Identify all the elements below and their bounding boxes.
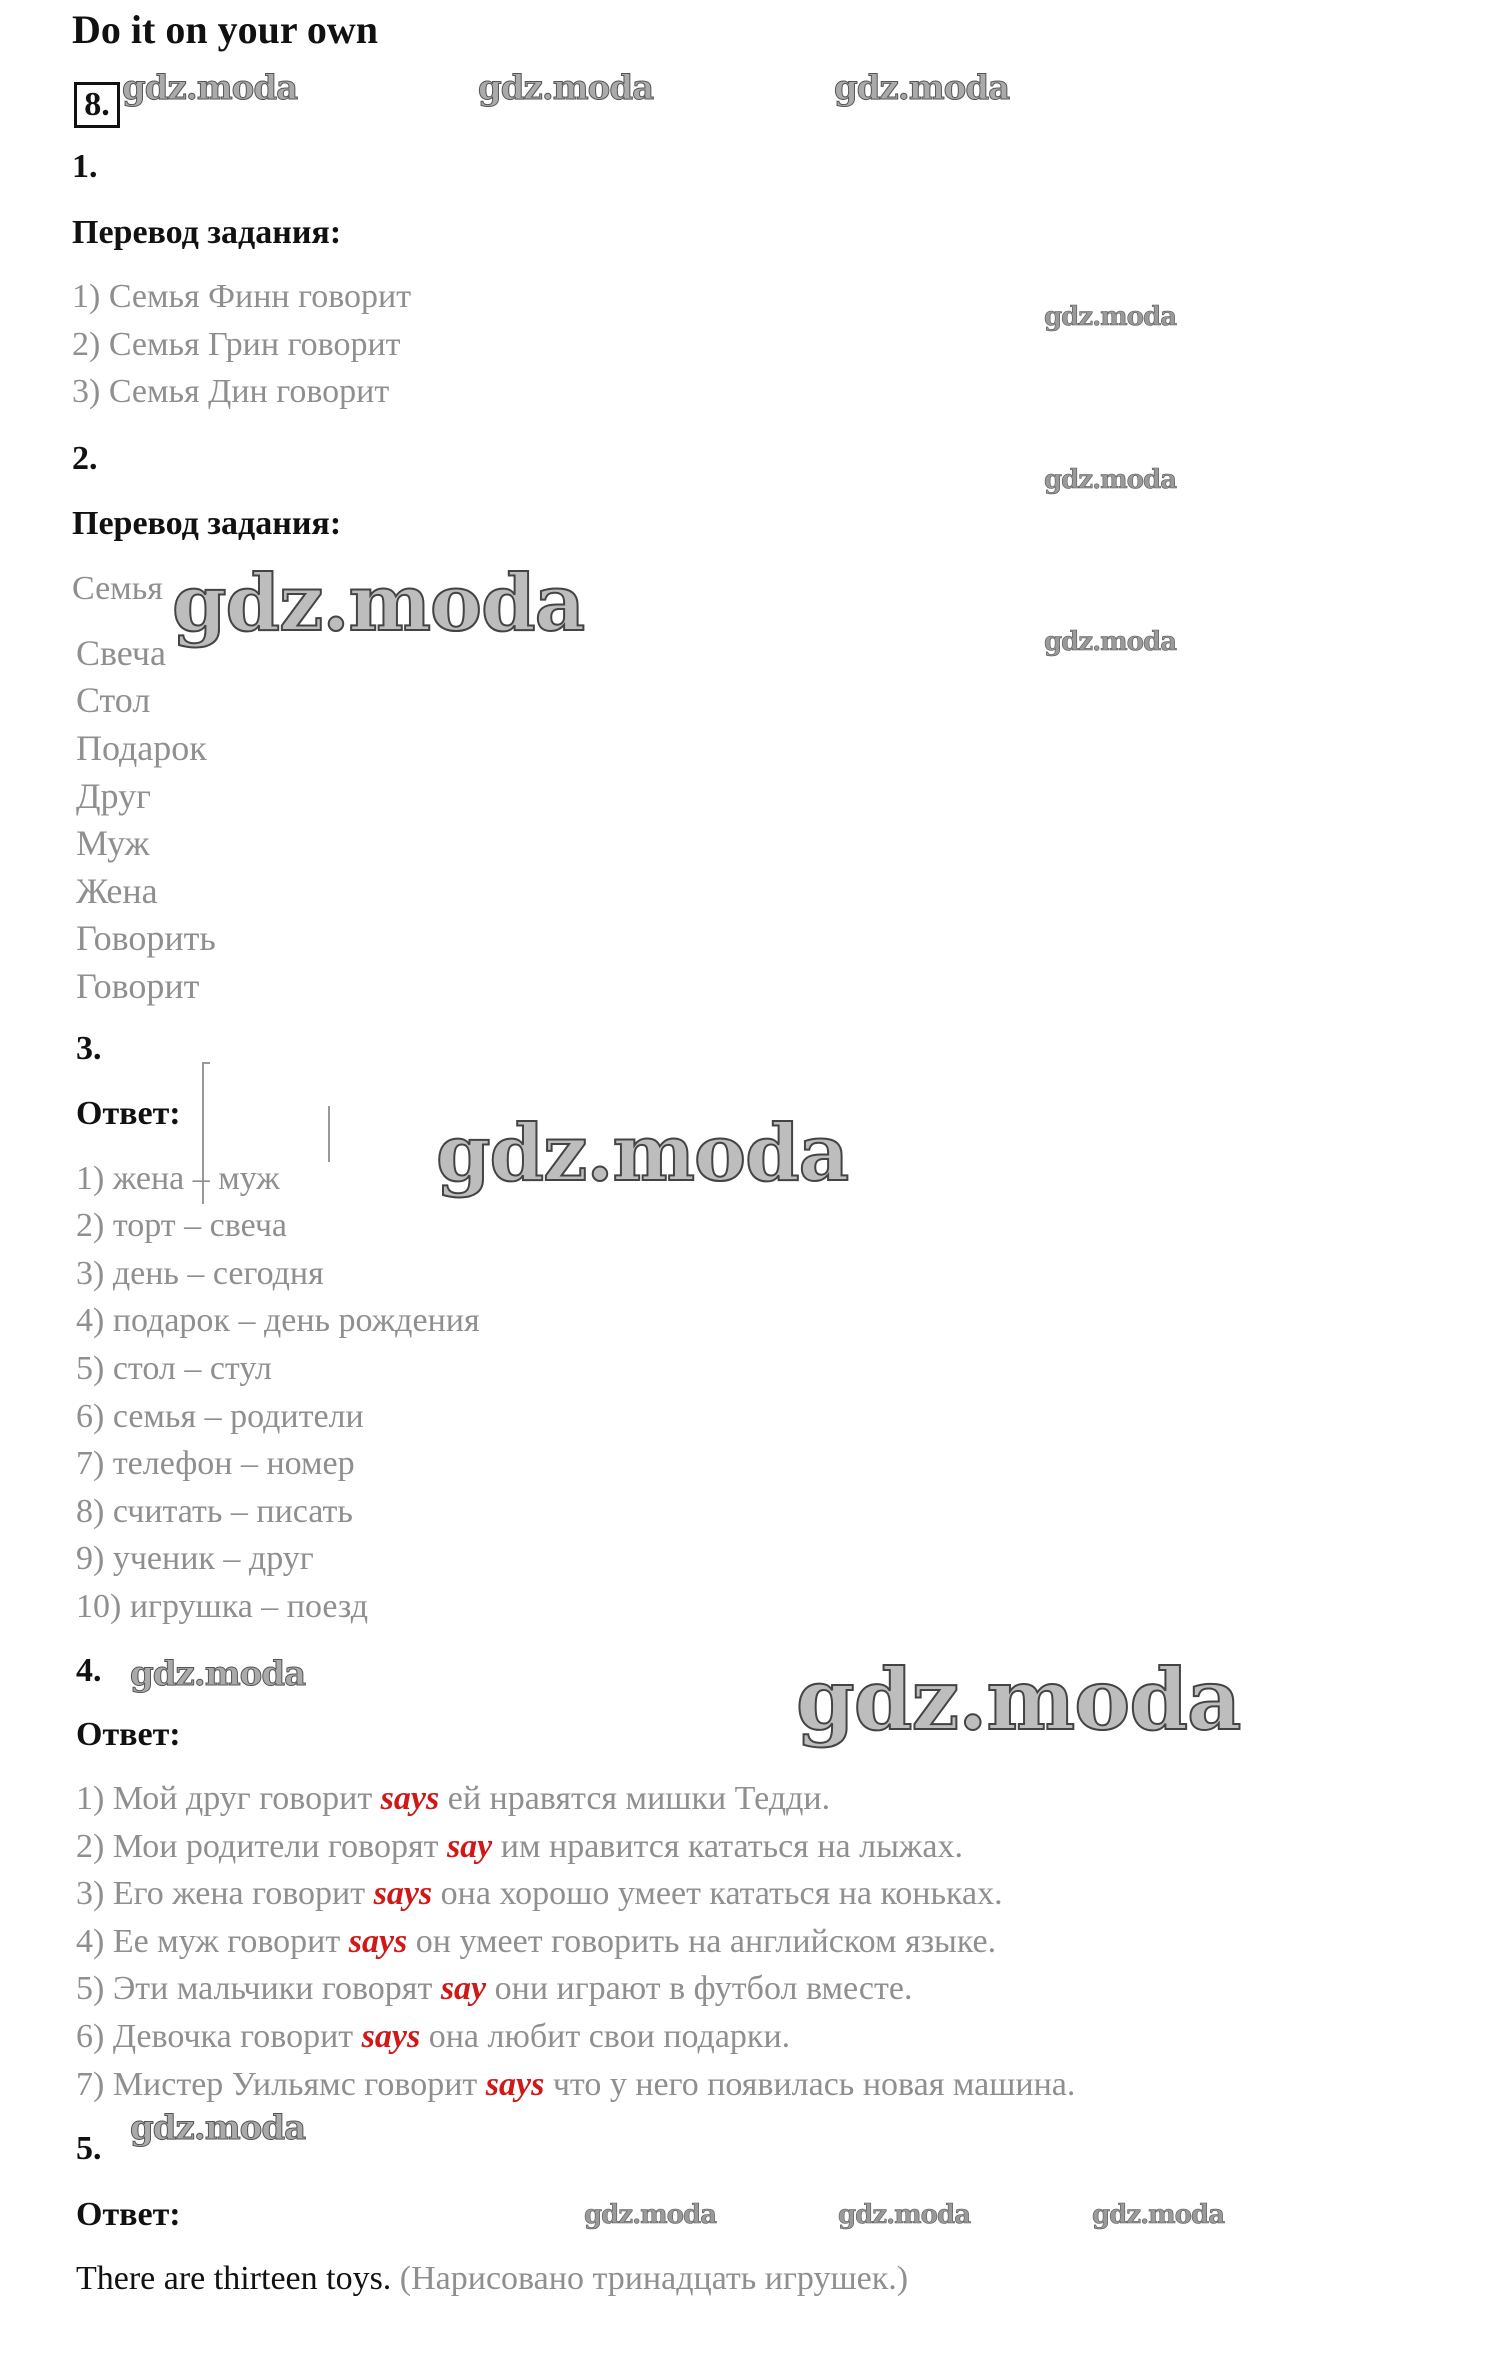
answer-line bbox=[76, 2066, 1075, 2104]
answer-text: ей нравятся мишки Тедди. bbox=[439, 1780, 831, 1817]
list-item: 3) день – сегодня bbox=[76, 1255, 324, 1292]
list-item: Свеча bbox=[76, 633, 166, 673]
list-item: Подарок bbox=[76, 728, 207, 768]
list-item: 10) игрушка – поезд bbox=[76, 1588, 369, 1625]
answer-verb: says bbox=[380, 1780, 440, 1817]
answer-line bbox=[76, 2018, 790, 2056]
section-number: 4. bbox=[76, 1652, 102, 1689]
list-item: 9) ученик – друг bbox=[76, 1540, 314, 1577]
list-item: Говорить bbox=[76, 918, 216, 958]
answer-text: 6) Девочка говорит bbox=[76, 2018, 362, 2055]
watermark: gdz.moda bbox=[796, 1650, 1241, 1749]
watermark: gdz.moda bbox=[1044, 465, 1177, 495]
answer-line bbox=[76, 1923, 996, 1961]
answer-line bbox=[76, 1970, 912, 2008]
exercise-number: 8. bbox=[74, 82, 120, 128]
answer-text: 7) Мистер Уильямс говорит bbox=[76, 2066, 486, 2103]
answer-text: 2) Мои родители говорят bbox=[76, 1828, 447, 1865]
section-number: 1. bbox=[72, 148, 98, 185]
answer-verb: says bbox=[361, 2018, 421, 2055]
answer-text: он умеет говорить на английском языке. bbox=[407, 1923, 997, 1960]
list-item: Муж bbox=[76, 823, 150, 863]
watermark: gdz.moda bbox=[584, 2200, 717, 2230]
section-number: 3. bbox=[76, 1030, 102, 1067]
answer-text: она хорошо умеет кататься на коньках. bbox=[432, 1875, 1003, 1912]
section-heading: Ответ: bbox=[76, 2196, 181, 2233]
list-item: 5) стол – стул bbox=[76, 1350, 272, 1387]
section-heading: Перевод задания: bbox=[72, 214, 342, 251]
watermark: gdz.moda bbox=[834, 68, 1010, 108]
section-heading: Ответ: bbox=[76, 1095, 181, 1132]
answer-english: There are thirteen toys. bbox=[76, 2260, 392, 2297]
answer-text: им нравится кататься на лыжах. bbox=[492, 1828, 964, 1865]
answer-text: они играют в футбол вместе. bbox=[486, 1970, 913, 2007]
list-item: 2) Семья Грин говорит bbox=[72, 326, 401, 363]
section-number: 2. bbox=[72, 440, 98, 477]
answer-line bbox=[76, 2260, 908, 2298]
list-item: 2) торт – свеча bbox=[76, 1207, 288, 1244]
answer-text: 1) Мой друг говорит bbox=[76, 1780, 381, 1817]
answer-text: 5) Эти мальчики говорят bbox=[76, 1970, 441, 2007]
list-item: Стол bbox=[76, 680, 151, 720]
answer-text: 3) Его жена говорит bbox=[76, 1875, 374, 1912]
watermark: gdz.moda bbox=[130, 1654, 306, 1694]
list-item: 1) жена – муж bbox=[76, 1160, 280, 1197]
list-item: Жена bbox=[76, 871, 158, 911]
list-item: Семья bbox=[72, 570, 163, 607]
watermark: gdz.moda bbox=[1092, 2200, 1225, 2230]
watermark: gdz.moda bbox=[436, 1108, 849, 1199]
answer-line bbox=[76, 1780, 830, 1818]
list-item: 7) телефон – номер bbox=[76, 1445, 355, 1482]
answer-text: что у него появилась новая машина. bbox=[544, 2066, 1076, 2103]
list-item: 4) подарок – день рождения bbox=[76, 1302, 480, 1339]
section-heading: Ответ: bbox=[76, 1716, 181, 1753]
answer-translation: (Нарисовано тринадцать игрушек.) bbox=[399, 2260, 909, 2297]
watermark: gdz.moda bbox=[838, 2200, 971, 2230]
answer-verb: says bbox=[348, 1923, 408, 1960]
answer-text: 4) Ее муж говорит bbox=[76, 1923, 349, 1960]
watermark: gdz.moda bbox=[1044, 627, 1177, 657]
watermark: gdz.moda bbox=[172, 558, 585, 649]
answer-verb: says bbox=[485, 2066, 545, 2103]
list-item: 3) Семья Дин говорит bbox=[72, 373, 390, 410]
answer-line bbox=[76, 1875, 1003, 1913]
answer-verb: say bbox=[446, 1828, 493, 1865]
section-heading: Перевод задания: bbox=[72, 505, 342, 542]
list-item: Друг bbox=[76, 776, 151, 816]
watermark: gdz.moda bbox=[1044, 302, 1177, 332]
watermark: gdz.moda bbox=[130, 2108, 306, 2148]
answer-text: она любит свои подарки. bbox=[420, 2018, 791, 2055]
list-item: 1) Семья Финн говорит bbox=[72, 278, 412, 315]
answer-verb: says bbox=[373, 1875, 433, 1912]
list-item: 8) считать – писать bbox=[76, 1493, 353, 1530]
scan-artifact bbox=[328, 1106, 346, 1162]
answer-line bbox=[76, 1828, 963, 1866]
section-number: 5. bbox=[76, 2130, 102, 2167]
watermark: gdz.moda bbox=[122, 68, 298, 108]
list-item: Говорит bbox=[76, 966, 200, 1006]
watermark: gdz.moda bbox=[478, 68, 654, 108]
page-title: Do it on your own bbox=[72, 7, 378, 52]
answer-verb: say bbox=[440, 1970, 487, 2007]
list-item: 6) семья – родители bbox=[76, 1398, 364, 1435]
